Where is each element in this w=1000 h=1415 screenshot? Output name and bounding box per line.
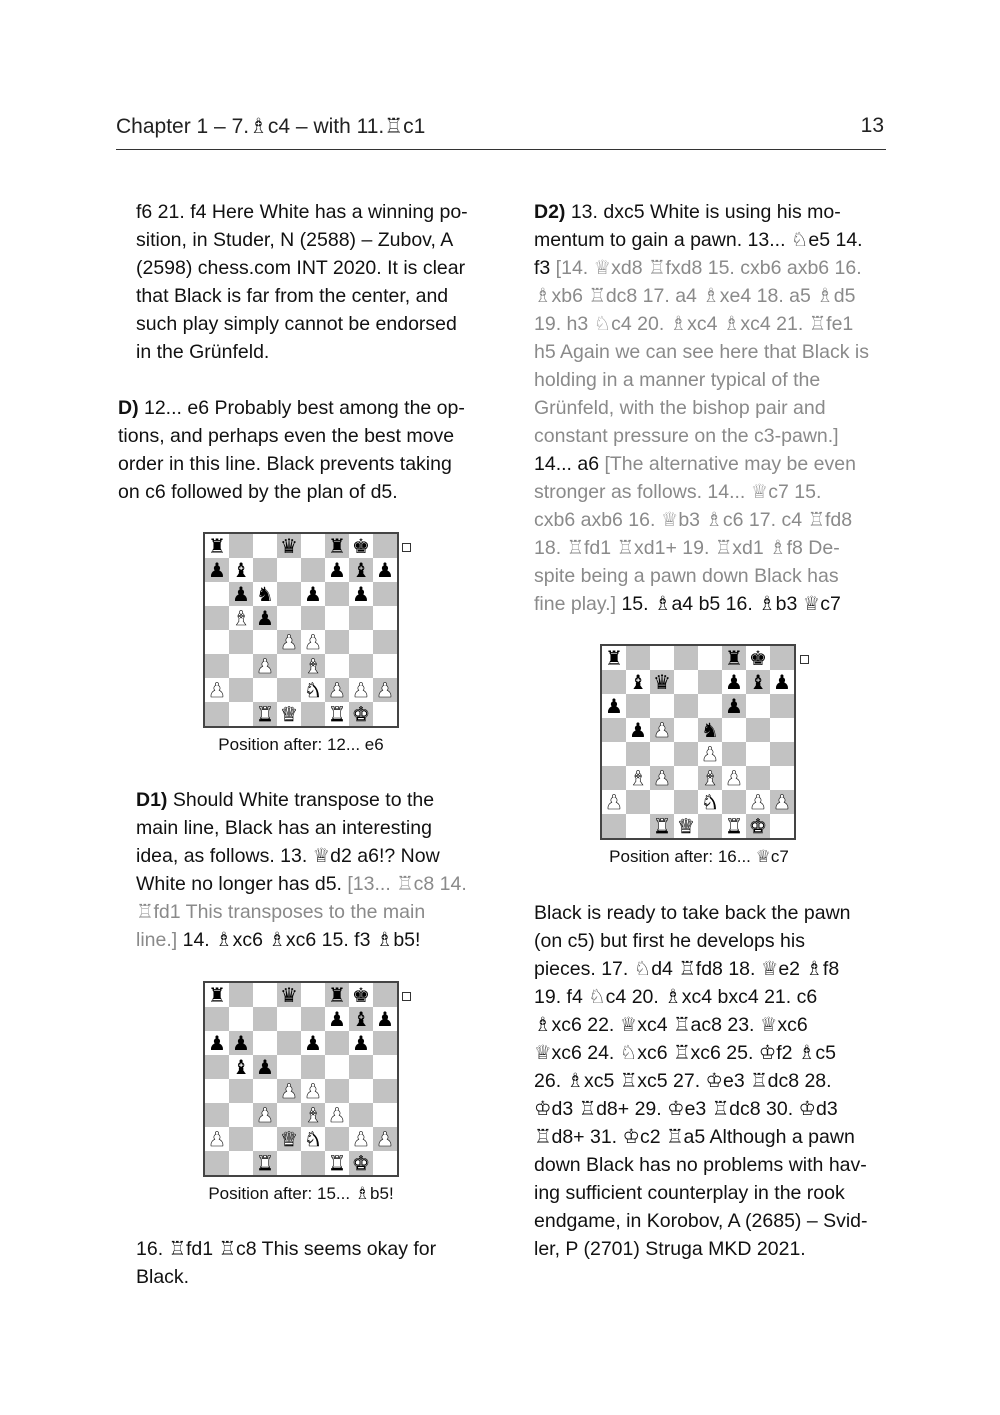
black-bishop-icon: ♝ bbox=[349, 558, 373, 582]
black-queen-icon: ♛ bbox=[277, 983, 301, 1007]
black-knight-icon: ♞ bbox=[698, 718, 722, 742]
right-paragraph-2 bbox=[534, 899, 884, 1263]
board-square bbox=[205, 1007, 229, 1031]
black-pawn-icon: ♟ bbox=[205, 1031, 229, 1055]
board-square bbox=[602, 814, 626, 838]
variation-text: 18. ♖fd1 ♖xd1+ 19. ♖xd1 ♗f8 De- bbox=[534, 537, 840, 559]
black-pawn-icon: ♟ bbox=[349, 582, 373, 606]
white-pawn-icon: ♟ bbox=[746, 790, 770, 814]
board-square bbox=[253, 1031, 277, 1055]
board-square bbox=[722, 742, 746, 766]
text-line: Should White transpose to the bbox=[167, 789, 435, 811]
board-square bbox=[277, 606, 301, 630]
board-square bbox=[205, 1055, 229, 1079]
text-line: down Black has no problems with hav- bbox=[534, 1154, 867, 1176]
board-square bbox=[205, 654, 229, 678]
board-square bbox=[770, 718, 794, 742]
text-line: pieces. 17. ♘d4 ♖fd8 18. ♕e2 ♗f8 bbox=[534, 958, 840, 980]
white-pawn-icon: ♟ bbox=[277, 630, 301, 654]
board-square bbox=[373, 582, 397, 606]
section-label: D2) bbox=[534, 201, 566, 223]
white-pawn-icon: ♟ bbox=[205, 678, 229, 702]
text-line: 26. ♗xc5 ♖xc5 27. ♔e3 ♖dc8 28. bbox=[534, 1070, 832, 1092]
white-knight-icon: ♞ bbox=[698, 790, 722, 814]
variation-text: [14. ♕xd8 ♖fxd8 15. cxb6 axb6 16. bbox=[550, 257, 862, 279]
board-square bbox=[301, 1151, 325, 1175]
black-bishop-icon: ♝ bbox=[626, 670, 650, 694]
board-square bbox=[277, 1031, 301, 1055]
variation-text: stronger as follows. 14... ♕c7 15. bbox=[534, 481, 822, 503]
white-king-icon: ♚ bbox=[349, 1151, 373, 1175]
board-square bbox=[674, 718, 698, 742]
white-rook-icon: ♜ bbox=[650, 814, 674, 838]
text-line: (2598) chess.com INT 2020. It is clear bbox=[136, 257, 466, 279]
black-rook-icon: ♜ bbox=[205, 534, 229, 558]
white-pawn-icon: ♟ bbox=[650, 718, 674, 742]
board-square bbox=[602, 670, 626, 694]
text-line: 14... a6 bbox=[534, 453, 600, 475]
black-bishop-icon: ♝ bbox=[229, 1055, 253, 1079]
board-square bbox=[746, 742, 770, 766]
board-square bbox=[602, 766, 626, 790]
board-square bbox=[349, 630, 373, 654]
board-square bbox=[325, 1055, 349, 1079]
board-square bbox=[277, 654, 301, 678]
white-pawn-icon: ♟ bbox=[301, 630, 325, 654]
board-square bbox=[253, 558, 277, 582]
board-square bbox=[349, 1055, 373, 1079]
white-bishop-icon: ♝ bbox=[301, 654, 325, 678]
board-square bbox=[650, 790, 674, 814]
text-line: order in this line. Black prevents taking bbox=[118, 453, 452, 475]
board-square bbox=[746, 718, 770, 742]
text-line: (on c5) but first he develops his bbox=[534, 930, 805, 952]
board-square bbox=[253, 534, 277, 558]
text-line: tions, and perhaps even the best move bbox=[118, 425, 455, 447]
black-bishop-icon: ♝ bbox=[229, 558, 253, 582]
board-square bbox=[253, 1079, 277, 1103]
variation-text: Grünfeld, with the bishop pair and bbox=[534, 397, 826, 419]
text-line: f6 21. f4 Here White has a winning po- bbox=[136, 201, 468, 223]
black-rook-icon: ♜ bbox=[325, 983, 349, 1007]
board-square bbox=[277, 678, 301, 702]
black-pawn-icon: ♟ bbox=[349, 1031, 373, 1055]
black-rook-icon: ♜ bbox=[602, 646, 626, 670]
black-pawn-icon: ♟ bbox=[373, 558, 397, 582]
text-line: Black. bbox=[136, 1266, 190, 1288]
white-rook-icon: ♜ bbox=[325, 702, 349, 726]
text-line: ing sufficient counterplay in the rook bbox=[534, 1182, 845, 1204]
white-pawn-icon: ♟ bbox=[205, 1127, 229, 1151]
board-square bbox=[373, 702, 397, 726]
board-square bbox=[674, 766, 698, 790]
variation-text: [The alternative may be even bbox=[599, 453, 856, 475]
board-square bbox=[205, 630, 229, 654]
board-square bbox=[626, 742, 650, 766]
board-square bbox=[229, 534, 253, 558]
board-square bbox=[373, 1055, 397, 1079]
board-square bbox=[301, 558, 325, 582]
black-pawn-icon: ♟ bbox=[301, 582, 325, 606]
board-square bbox=[674, 670, 698, 694]
board-square bbox=[205, 1151, 229, 1175]
board-square bbox=[626, 646, 650, 670]
white-pawn-icon: ♟ bbox=[349, 678, 373, 702]
white-rook-icon: ♜ bbox=[722, 814, 746, 838]
board-square bbox=[277, 1055, 301, 1079]
white-rook-icon: ♜ bbox=[253, 1151, 277, 1175]
board-square bbox=[325, 1031, 349, 1055]
diagram-caption: Position after: 16... ♕c7 bbox=[609, 847, 789, 866]
board-square bbox=[229, 983, 253, 1007]
variation-text: 19. h3 ♘c4 20. ♗xc4 ♗xc4 21. ♖fe1 bbox=[534, 313, 854, 335]
board-square bbox=[650, 646, 674, 670]
text-line: mentum to gain a pawn. 13... ♘e5 14. bbox=[534, 229, 863, 251]
white-king-icon: ♚ bbox=[349, 702, 373, 726]
right-paragraph-d2 bbox=[534, 198, 884, 618]
board-square bbox=[349, 1103, 373, 1127]
variation-text: h5 Again we can see here that Black is bbox=[534, 341, 869, 363]
board-square bbox=[698, 670, 722, 694]
white-pawn-icon: ♟ bbox=[722, 766, 746, 790]
board-square bbox=[205, 702, 229, 726]
text-line: endgame, in Korobov, A (2685) – Svid- bbox=[534, 1210, 868, 1232]
board-square bbox=[205, 1103, 229, 1127]
black-knight-icon: ♞ bbox=[253, 582, 277, 606]
board-square bbox=[373, 983, 397, 1007]
board-square bbox=[301, 1007, 325, 1031]
board-square bbox=[229, 1151, 253, 1175]
variation-text: holding in a manner typical of the bbox=[534, 369, 821, 391]
text-line: in the Grünfeld. bbox=[136, 341, 270, 363]
board-square bbox=[674, 790, 698, 814]
board-square bbox=[301, 983, 325, 1007]
text-line: 13. dxc5 White is using his mo- bbox=[565, 201, 841, 223]
board-square bbox=[770, 742, 794, 766]
board-square bbox=[253, 678, 277, 702]
board-square bbox=[277, 558, 301, 582]
variation-text: ♖fd1 This transposes to the main bbox=[136, 901, 426, 923]
board-square bbox=[373, 1079, 397, 1103]
white-king-icon: ♚ bbox=[746, 814, 770, 838]
black-pawn-icon: ♟ bbox=[253, 1055, 277, 1079]
chess-diagram bbox=[600, 644, 796, 840]
black-bishop-icon: ♝ bbox=[746, 670, 770, 694]
board-square bbox=[626, 790, 650, 814]
black-king-icon: ♚ bbox=[349, 983, 373, 1007]
white-pawn-icon: ♟ bbox=[373, 1127, 397, 1151]
black-pawn-icon: ♟ bbox=[229, 582, 253, 606]
white-pawn-icon: ♟ bbox=[770, 790, 794, 814]
board-square bbox=[674, 646, 698, 670]
board-square bbox=[770, 646, 794, 670]
board-square bbox=[277, 1103, 301, 1127]
left-paragraph-4 bbox=[136, 1235, 486, 1291]
side-to-move-indicator bbox=[800, 655, 809, 664]
white-pawn-icon: ♟ bbox=[325, 1103, 349, 1127]
board-square bbox=[325, 630, 349, 654]
white-pawn-icon: ♟ bbox=[698, 742, 722, 766]
variation-text: [13... ♖c8 14. bbox=[341, 873, 467, 895]
black-pawn-icon: ♟ bbox=[325, 558, 349, 582]
running-header bbox=[116, 112, 886, 150]
board-square bbox=[277, 1151, 301, 1175]
board-square bbox=[373, 1103, 397, 1127]
board-square bbox=[325, 606, 349, 630]
diagram-caption: Position after: 12... e6 bbox=[218, 735, 384, 754]
board-square bbox=[253, 1007, 277, 1031]
variation-text: spite being a pawn down Black has bbox=[534, 565, 839, 587]
black-pawn-icon: ♟ bbox=[325, 1007, 349, 1031]
white-rook-icon: ♜ bbox=[253, 702, 277, 726]
board-square bbox=[674, 742, 698, 766]
black-king-icon: ♚ bbox=[746, 646, 770, 670]
board-square bbox=[229, 1127, 253, 1151]
white-bishop-icon: ♝ bbox=[698, 766, 722, 790]
board-square bbox=[373, 654, 397, 678]
text-line: ♔d3 ♖d8+ 29. ♔e3 ♖dc8 30. ♔d3 bbox=[534, 1098, 838, 1120]
text-line: 19. f4 ♘c4 20. ♗xc4 bxc4 21. c6 bbox=[534, 986, 818, 1008]
text-line: 16. ♖fd1 ♖c8 This seems okay for bbox=[136, 1238, 437, 1260]
white-pawn-icon: ♟ bbox=[253, 1103, 277, 1127]
section-label: D1) bbox=[136, 789, 168, 811]
left-paragraph-d1 bbox=[136, 786, 486, 954]
board-square bbox=[205, 582, 229, 606]
board-square bbox=[602, 742, 626, 766]
section-label: D) bbox=[118, 397, 139, 419]
board-square bbox=[229, 654, 253, 678]
text-line: sition, in Studer, N (2588) – Zubov, A bbox=[136, 229, 454, 251]
variation-text: line.] bbox=[136, 929, 178, 951]
page-number: 13 bbox=[860, 114, 884, 137]
white-bishop-icon: ♝ bbox=[626, 766, 650, 790]
board-square bbox=[349, 654, 373, 678]
black-pawn-icon: ♟ bbox=[770, 670, 794, 694]
black-pawn-icon: ♟ bbox=[722, 694, 746, 718]
text-line: 14. ♗xc6 ♗xc6 15. f3 ♗b5! bbox=[177, 929, 421, 951]
board-square bbox=[349, 606, 373, 630]
board-square bbox=[253, 1127, 277, 1151]
white-bishop-icon: ♝ bbox=[301, 1103, 325, 1127]
board-square bbox=[373, 534, 397, 558]
board-square bbox=[229, 1007, 253, 1031]
board-square bbox=[253, 630, 277, 654]
white-queen-icon: ♛ bbox=[277, 702, 301, 726]
text-line: 15. ♗a4 b5 16. ♗b3 ♕c7 bbox=[616, 593, 841, 615]
board-square bbox=[301, 702, 325, 726]
board-square bbox=[770, 766, 794, 790]
black-king-icon: ♚ bbox=[349, 534, 373, 558]
diagram-caption: Position after: 15... ♗b5! bbox=[208, 1184, 394, 1203]
board-square bbox=[698, 694, 722, 718]
board-square bbox=[373, 1031, 397, 1055]
black-pawn-icon: ♟ bbox=[373, 1007, 397, 1031]
text-line: that Black is far from the center, and bbox=[136, 285, 449, 307]
text-line: ♖d8+ 31. ♔c2 ♖a5 Although a pawn bbox=[534, 1126, 855, 1148]
text-line: such play simply cannot be endorsed bbox=[136, 313, 457, 335]
chapter-title: Chapter 1 – 7.♗c4 – with 11.♖c1 bbox=[116, 115, 426, 138]
board-square bbox=[301, 534, 325, 558]
board-square bbox=[349, 1079, 373, 1103]
board-square bbox=[229, 1079, 253, 1103]
black-pawn-icon: ♟ bbox=[722, 670, 746, 694]
white-knight-icon: ♞ bbox=[301, 678, 325, 702]
board-square bbox=[205, 1079, 229, 1103]
board-square bbox=[698, 646, 722, 670]
board-square bbox=[373, 1151, 397, 1175]
black-rook-icon: ♜ bbox=[722, 646, 746, 670]
text-line: on c6 followed by the plan of d5. bbox=[118, 481, 398, 503]
black-pawn-icon: ♟ bbox=[602, 694, 626, 718]
white-pawn-icon: ♟ bbox=[277, 1079, 301, 1103]
board-square bbox=[253, 983, 277, 1007]
white-pawn-icon: ♟ bbox=[650, 766, 674, 790]
black-pawn-icon: ♟ bbox=[205, 558, 229, 582]
chess-diagram bbox=[203, 981, 399, 1177]
board-square bbox=[229, 702, 253, 726]
text-line: 12... e6 Probably best among the op- bbox=[138, 397, 465, 419]
white-pawn-icon: ♟ bbox=[349, 1127, 373, 1151]
text-line: f3 bbox=[534, 257, 551, 279]
text-line: Black is ready to take back the pawn bbox=[534, 902, 851, 924]
white-pawn-icon: ♟ bbox=[301, 1079, 325, 1103]
board-square bbox=[325, 1079, 349, 1103]
board-square bbox=[746, 766, 770, 790]
variation-text: fine play.] bbox=[534, 593, 617, 615]
variation-text: constant pressure on the c3-pawn.] bbox=[534, 425, 839, 447]
white-pawn-icon: ♟ bbox=[253, 654, 277, 678]
board-square bbox=[325, 582, 349, 606]
text-line: ♗xc6 22. ♕xc4 ♖ac8 23. ♕xc6 bbox=[534, 1014, 808, 1036]
text-line: ♕xc6 24. ♘xc6 ♖xc6 25. ♔f2 ♗c5 bbox=[534, 1042, 837, 1064]
variation-text: cxb6 axb6 16. ♕b3 ♗c6 17. c4 ♖fd8 bbox=[534, 509, 853, 531]
chess-diagram bbox=[203, 532, 399, 728]
black-bishop-icon: ♝ bbox=[349, 1007, 373, 1031]
board-square bbox=[626, 694, 650, 718]
text-line: ler, P (2701) Struga MKD 2021. bbox=[534, 1238, 806, 1260]
white-bishop-icon: ♝ bbox=[229, 606, 253, 630]
board-square bbox=[770, 814, 794, 838]
board-square bbox=[325, 654, 349, 678]
board-square bbox=[373, 630, 397, 654]
board-square bbox=[722, 790, 746, 814]
black-pawn-icon: ♟ bbox=[626, 718, 650, 742]
board-square bbox=[373, 606, 397, 630]
black-queen-icon: ♛ bbox=[277, 534, 301, 558]
black-rook-icon: ♜ bbox=[325, 534, 349, 558]
white-pawn-icon: ♟ bbox=[373, 678, 397, 702]
black-pawn-icon: ♟ bbox=[253, 606, 277, 630]
white-pawn-icon: ♟ bbox=[325, 678, 349, 702]
board-square bbox=[229, 630, 253, 654]
black-pawn-icon: ♟ bbox=[229, 1031, 253, 1055]
variation-text: ♗xb6 ♖dc8 17. a4 ♗xe4 18. a5 ♗d5 bbox=[534, 285, 856, 307]
board-square bbox=[301, 606, 325, 630]
black-queen-icon: ♛ bbox=[650, 670, 674, 694]
board-square bbox=[650, 694, 674, 718]
board-square bbox=[301, 1055, 325, 1079]
text-line: main line, Black has an interesting bbox=[136, 817, 432, 839]
white-pawn-icon: ♟ bbox=[602, 790, 626, 814]
board-square bbox=[229, 1103, 253, 1127]
board-square bbox=[746, 694, 770, 718]
board-square bbox=[650, 742, 674, 766]
board-square bbox=[277, 1007, 301, 1031]
white-rook-icon: ♜ bbox=[325, 1151, 349, 1175]
white-queen-icon: ♛ bbox=[674, 814, 698, 838]
board-square bbox=[674, 694, 698, 718]
board-square bbox=[602, 718, 626, 742]
text-line: White no longer has d5. bbox=[136, 873, 342, 895]
left-paragraph-d bbox=[118, 394, 486, 506]
black-rook-icon: ♜ bbox=[205, 983, 229, 1007]
side-to-move-indicator bbox=[402, 543, 411, 552]
board-square bbox=[277, 582, 301, 606]
board-square bbox=[770, 694, 794, 718]
board-square bbox=[626, 814, 650, 838]
white-knight-icon: ♞ bbox=[301, 1127, 325, 1151]
left-paragraph-1 bbox=[136, 198, 486, 366]
board-square bbox=[205, 606, 229, 630]
text-line: idea, as follows. 13. ♕d2 a6!? Now bbox=[136, 845, 440, 867]
board-square bbox=[722, 718, 746, 742]
side-to-move-indicator bbox=[402, 992, 411, 1001]
board-square bbox=[229, 678, 253, 702]
white-queen-icon: ♛ bbox=[277, 1127, 301, 1151]
board-square bbox=[698, 814, 722, 838]
board-square bbox=[325, 1127, 349, 1151]
black-pawn-icon: ♟ bbox=[301, 1031, 325, 1055]
